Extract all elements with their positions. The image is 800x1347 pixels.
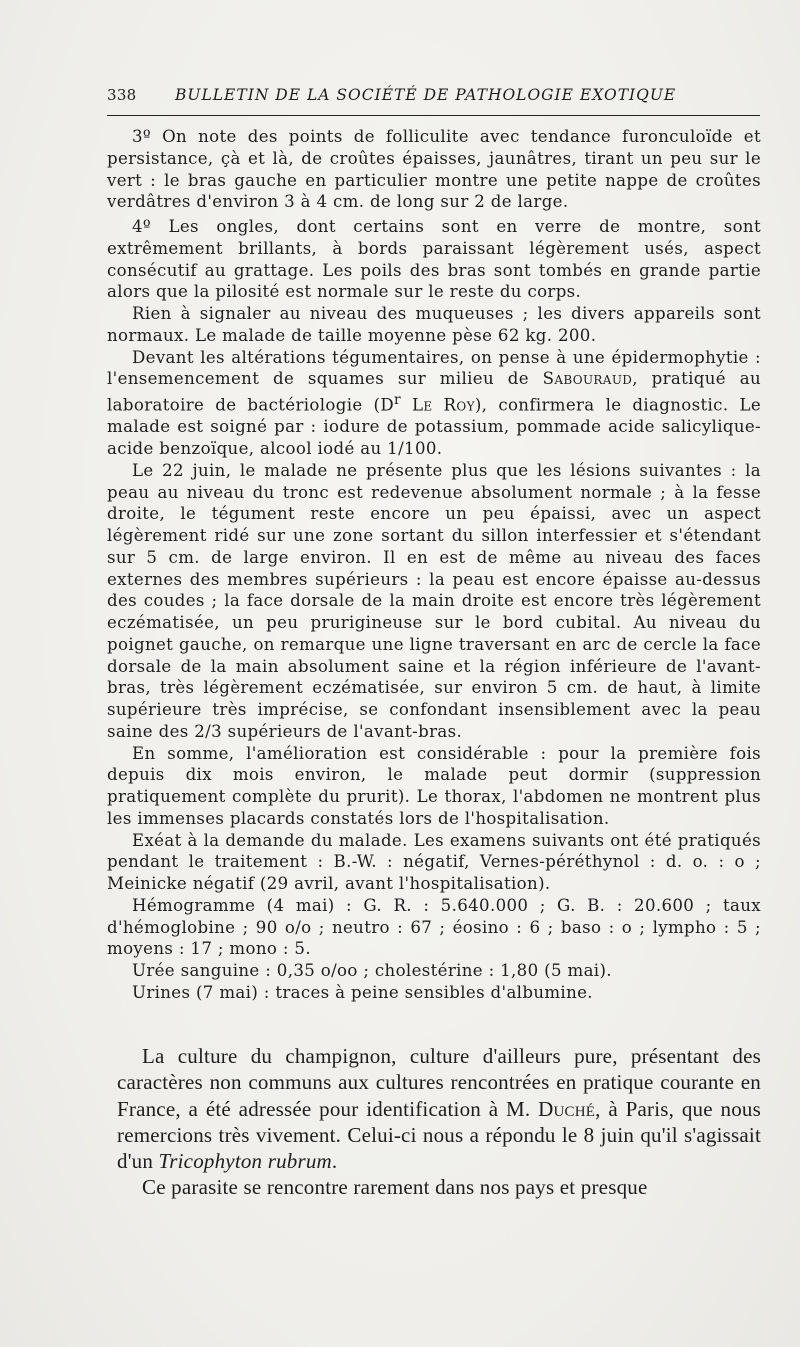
paragraph-hemogram: Hémogramme (4 mai) : G. R. : 5.640.000 ; G. B. : 20.600 ; taux d'hémoglobine ; 90 o/o ; neutro : 67 ; éosino : 6 ; baso : o ; lympho : 5 ; moyens : 17 ; mono : 5. xyxy=(107,895,761,959)
paragraph-summary: En somme, l'amélioration est considérable : pour la première fois depuis dix mois environ, le malade peut dormir (suppression pratiquement complète du prurit). Le thorax, l'abdomen ne montrent plus les immenses placards constatés lors de l'hospitalisation. xyxy=(107,743,761,828)
diagnosis-text-b: , pratiqué au laboratoire de bactériologie (D xyxy=(107,369,761,415)
paragraph-urines: Urines (7 mai) : traces à peine sensibles d'albumine. xyxy=(132,982,593,1002)
paragraph-exeat: Exéat à la demande du malade. Les examens suivants ont été pratiqués pendant le traitement : B.-W. : négatif, Vernes-péréthynol : d. o. : o ; Meinicke négatif (29 avril, avant l'hospitalisation). xyxy=(107,830,761,894)
diagnosis-text-a: Devant les altérations tégumentaires, on pense à une épidermophytie : l'ensemencement de squames sur milieu de xyxy=(107,347,761,389)
paragraph-culture xyxy=(117,1043,761,1174)
author-sabouraud: Sabouraud xyxy=(542,369,633,389)
paragraph-june-22: Le 22 juin, le malade ne présente plus que les lésions suivantes : la peau au niveau du tronc est redevenue absolument normale ; à la fesse droite, le tégument reste encore un peu épaissi, avec un aspect légèrement ridé sur une zone sortant du sillon interfessier et s'étendant sur 5 cm. de large environ. Il en est de même au niveau des faces externes des membres supérieurs : la peau est encore épaisse au-dessus des coudes ; la face dorsale de la main droite est encore très légèrement eczématisée, un peu prurigineuse sur le bord cubital. Au niveau du poignet gauche, on remarque une ligne traversant en arc de cercle la face dorsale de la main absolument saine et la région inférieure de l'avant-bras, très légèrement eczématisée, sur environ 5 cm. de haut, à limite supérieure très imprécise, se confondant insensiblement avec la peau saine des 2/3 supérieurs de l'avant-bras. xyxy=(107,460,761,741)
paragraph-mucosa: Rien à signaler au niveau des muqueuses ; les divers appareils sont normaux. Le malade de taille moyenne pèse 62 kg. 200. xyxy=(107,304,761,345)
author-duche: Duché xyxy=(538,1096,596,1121)
author-leroy: Le Roy xyxy=(412,395,475,415)
diagnosis-text-d: ), confirmera le diagnostic. Le malade est soigné par : iodure de potassium, pommade acide salicylique-acide benzoïque, alcool iodé au 1/100. xyxy=(107,395,762,459)
culture-section xyxy=(117,1043,761,1201)
running-title: BULLETIN DE LA SOCIÉTÉ DE PATHOLOGIE EXOTIQUE xyxy=(175,86,677,104)
species-name: Tricophyton rubrum xyxy=(158,1149,332,1174)
case-report-section xyxy=(107,126,761,1004)
paragraph-uree: Urée sanguine : 0,35 o/oo ; cholestérine : 1,80 (5 mai). xyxy=(132,961,612,981)
paragraph-parasite: Ce parasite se rencontre rarement dans nos pays et presque xyxy=(142,1175,648,1200)
paragraph-nails: 4º Les ongles, dont certains sont en verre de montre, sont extrêmement brillants, à bords paraissant légèrement usés, aspect consécutif au grattage. Les poils des bras sont tombés en grande partie alors que la pilosité est normale sur le reste du corps. xyxy=(107,217,761,302)
paragraph-folliculitis: 3º On note des points de folliculite avec tendance furonculoïde et persistance, çà et là, de croûtes épaisses, jaunâtres, tirant un peu sur le vert : le bras gauche en particulier montre une petite nappe de croûtes verdâtres d'environ 3 à 4 cm. de long sur 2 de large. xyxy=(107,127,761,212)
page-number: 338 xyxy=(107,86,137,104)
culture-text-c: . xyxy=(331,1149,338,1174)
running-header xyxy=(107,86,760,108)
culture-text-b: , à Paris, que nous remercions très vivement. Celui-ci nous a répondu le 8 juin qu'il s'agissait d'un xyxy=(117,1096,761,1174)
header-rule xyxy=(107,115,760,116)
paragraph-diagnosis xyxy=(107,347,761,460)
dr-superscript: r xyxy=(394,392,401,408)
diagnosis-text-c xyxy=(401,396,412,415)
culture-text-a: La culture du champignon, culture d'ailleurs pure, présentant des caractères non communs aux cultures rencontrées en pratique courante en France, a été adressée pour identification à M. xyxy=(117,1044,761,1121)
